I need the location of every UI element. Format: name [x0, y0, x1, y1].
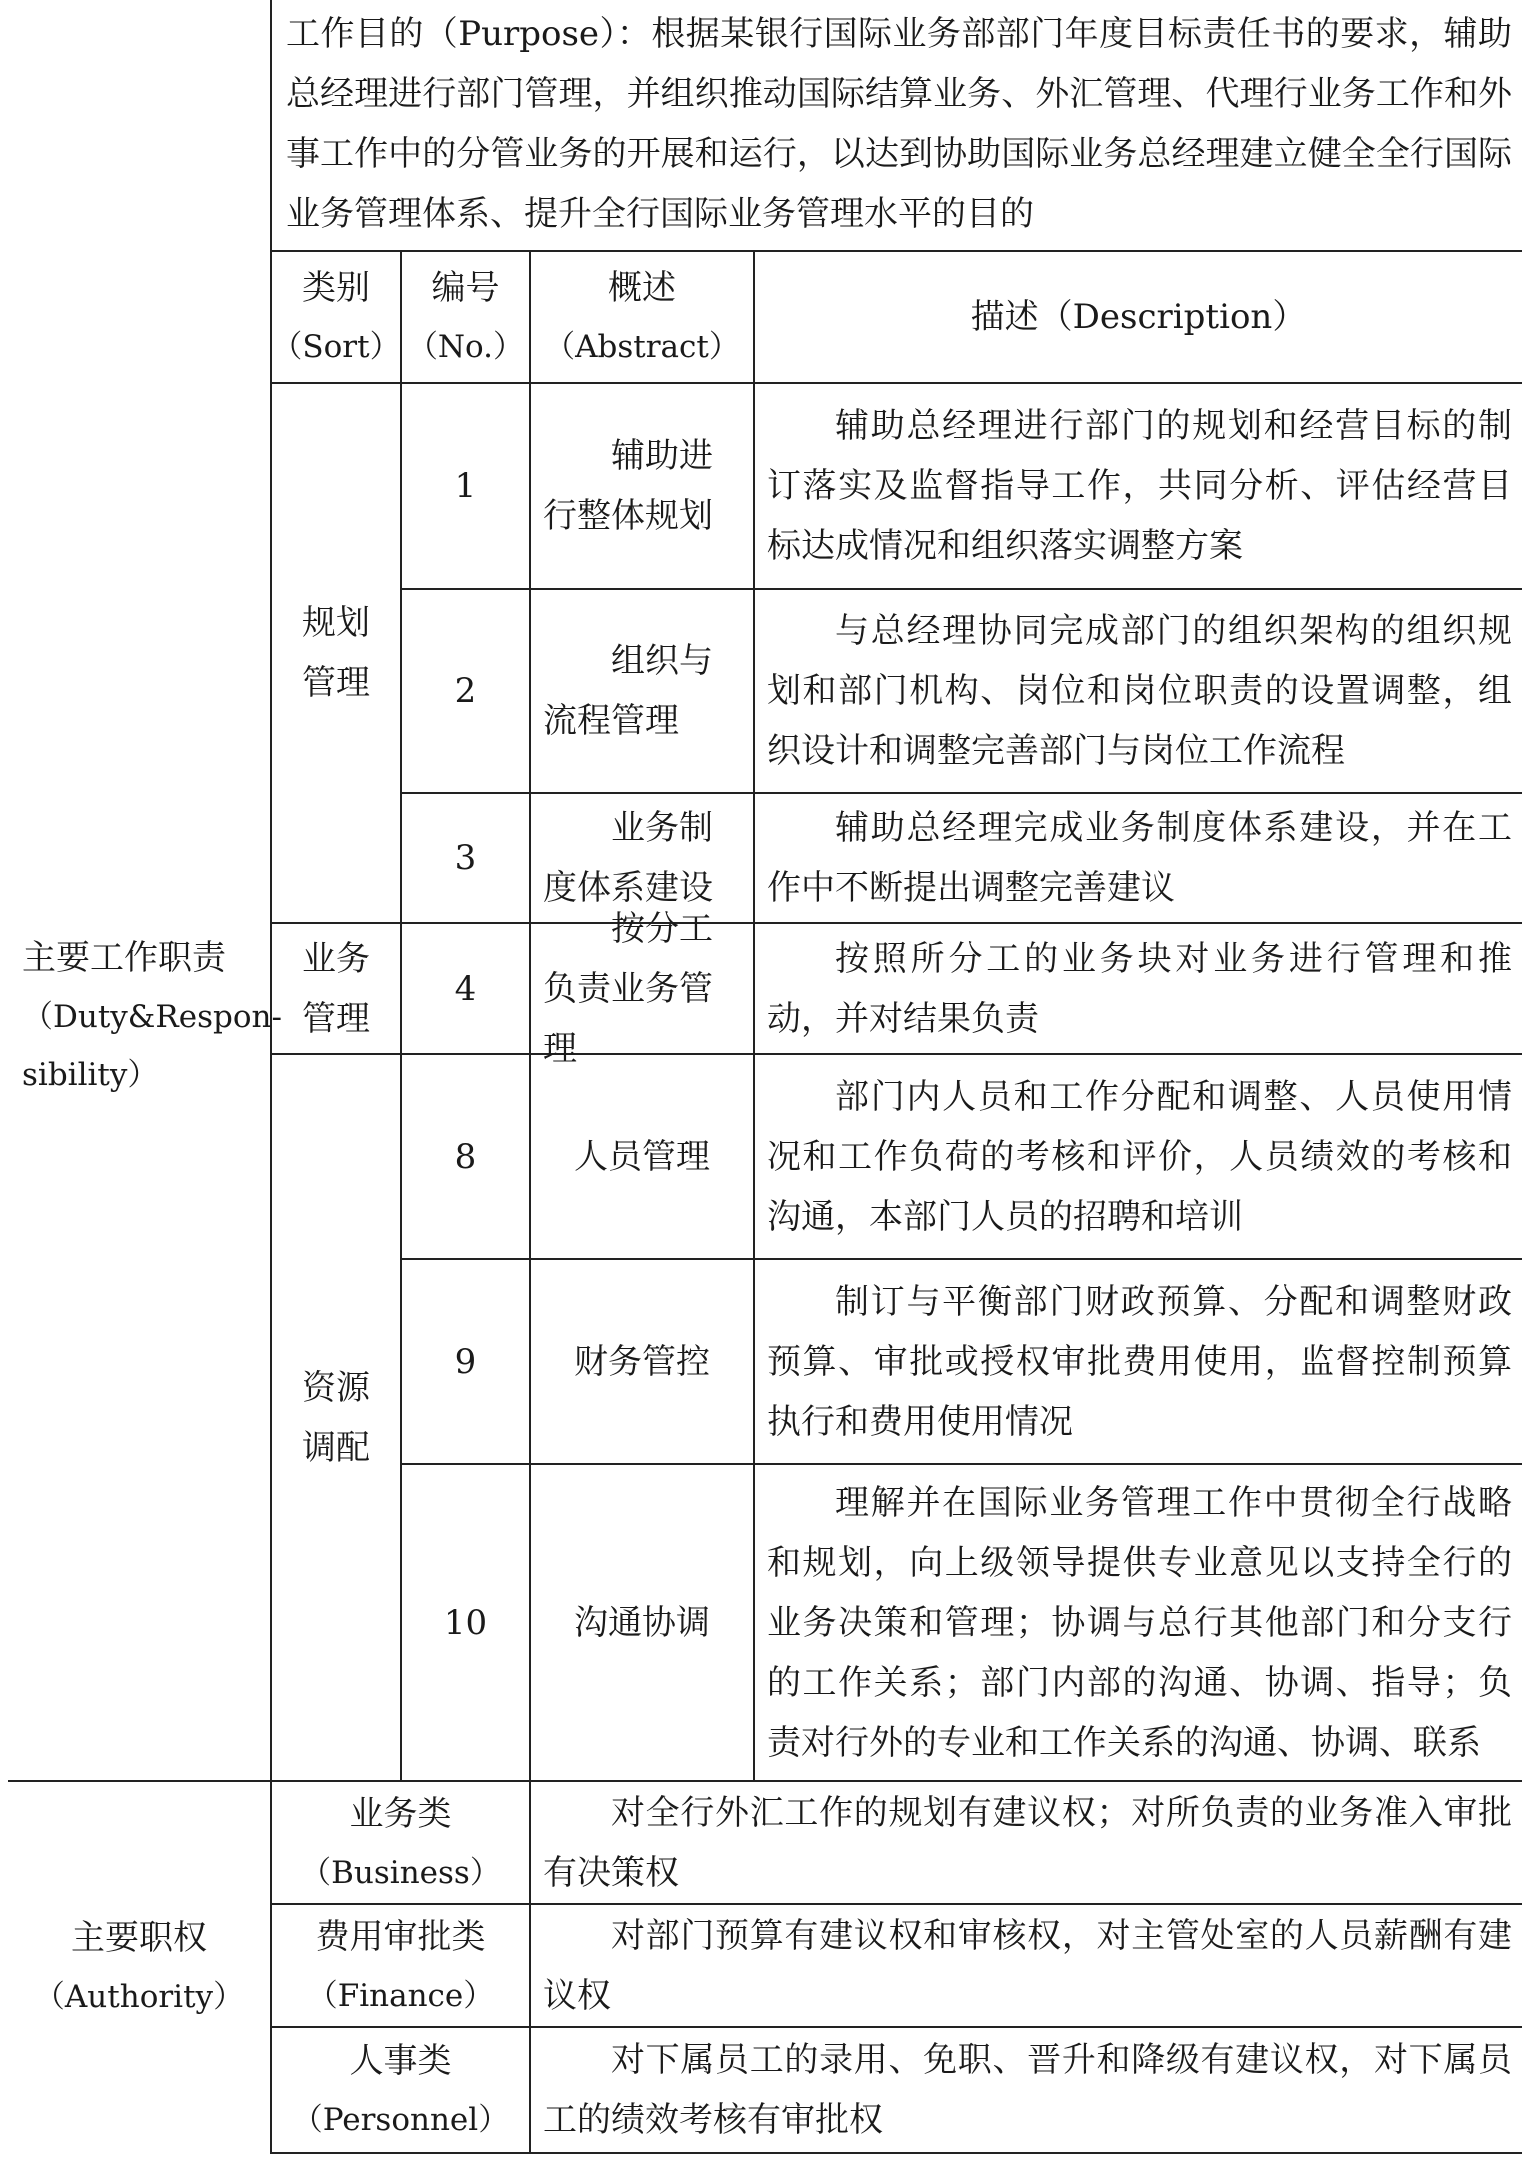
row-abstract-text: 辅助进行整体规划: [543, 436, 713, 536]
row-description: [755, 590, 1522, 792]
authority-type: [272, 1782, 529, 1903]
authority-label: 主要职权: [71, 1918, 207, 1958]
authority-description: [531, 1782, 1522, 1903]
authority-description: [531, 2028, 1522, 2152]
row-description: [755, 794, 1522, 922]
authority-type-label: 费用审批类: [315, 1916, 486, 1957]
authority-type: [272, 2028, 529, 2152]
row-abstract-text: 业务制度体系建设: [543, 808, 713, 908]
header-sort-en: （Sort）: [271, 329, 401, 365]
row-description: [755, 384, 1522, 588]
duty-label-en-1: （Duty&Respon-: [22, 999, 282, 1035]
authority-section-label: [8, 1782, 270, 2152]
row-abstract: [531, 590, 753, 792]
authority-description-text: 对下属员工的录用、免职、晋升和降级有建议权，对下属员工的绩效考核有审批权: [543, 2040, 1512, 2140]
authority-type-en: （Business）: [300, 1854, 501, 1891]
category-name: 业务管理: [302, 938, 370, 1039]
row-description: [755, 1260, 1522, 1463]
row-description-text: 与总经理协同完成部门的组织架构的组织规划和部门机构、岗位和岗位职责的设置调整，组织设计和调整完善部门与岗位工作流程: [767, 611, 1512, 771]
row-description: [755, 924, 1522, 1053]
header-abstract-label: 概述: [608, 268, 676, 308]
row-no: 4: [454, 968, 477, 1009]
row-abstract-text: 组织与流程管理: [543, 641, 713, 741]
row-no: 8: [454, 1136, 477, 1177]
authority-type: [272, 1905, 529, 2026]
header-no-en: （No.）: [406, 329, 525, 365]
header-description: [755, 252, 1522, 382]
row-no: 9: [454, 1341, 477, 1382]
header-no: [402, 252, 529, 382]
row-abstract-text: 沟通协调: [574, 1602, 710, 1643]
header-sort: [272, 252, 400, 382]
row-abstract: [531, 384, 753, 588]
header-no-label: 编号: [431, 268, 500, 308]
header-description-label: 描述（Description）: [970, 297, 1307, 337]
authority-type-label: 业务类: [349, 1793, 452, 1834]
row-abstract: [531, 1465, 753, 1780]
authority-description-text: 对全行外汇工作的规划有建议权；对所负责的业务准入审批有决策权: [543, 1792, 1512, 1893]
row-no: 10: [443, 1602, 488, 1643]
duty-label-en-2: sibility）: [22, 1057, 159, 1093]
row-no: 3: [454, 838, 477, 878]
category-resource: [272, 1055, 400, 1780]
header-abstract-en: （Abstract）: [544, 329, 740, 365]
row-description-text: 理解并在国际业务管理工作中贯彻全行战略和规划，向上级领导提供专业意见以支持全行的业务决策和管理；协调与总行其他部门和分支行的工作关系；部门内部的沟通、协调、指导；负责对行外的专业和工作关系的沟通、协调、联系: [767, 1482, 1512, 1763]
row-abstract-text: 财务管控: [574, 1341, 710, 1382]
header-abstract: [531, 252, 753, 382]
rule-auth3-bottom: [270, 2152, 1522, 2154]
duty-section-label: [8, 252, 282, 1780]
row-description-text: 辅助总经理进行部门的规划和经营目标的制订落实及监督指导工作，共同分析、评估经营目标达成情况和组织落实调整方案: [767, 406, 1512, 566]
row-abstract-text: 人员管理: [574, 1136, 710, 1177]
authority-type-label: 人事类: [349, 2041, 452, 2081]
row-abstract: [531, 1260, 753, 1463]
row-description-text: 辅助总经理完成业务制度体系建设，并在工作中不断提出调整完善建议: [767, 808, 1512, 908]
category-business: [272, 924, 400, 1053]
authority-type-en: （Personnel）: [291, 2102, 510, 2138]
header-sort-label: 类别: [302, 268, 370, 308]
duty-label: 主要工作职责: [22, 938, 226, 978]
category-name: 规划管理: [302, 603, 370, 703]
authority-type-en: （Finance）: [306, 1977, 495, 2014]
row-description: [755, 1465, 1522, 1780]
row-description: [755, 1055, 1522, 1258]
row-no: 2: [454, 671, 477, 711]
row-abstract-text: 按分工负责业务管理: [543, 908, 713, 1069]
category-planning: [272, 384, 400, 922]
authority-label-en: （Authority）: [33, 1979, 245, 2015]
row-abstract: [531, 908, 753, 1069]
row-abstract: [531, 1055, 753, 1258]
authority-description: [531, 1905, 1522, 2026]
purpose-text: 工作目的（Purpose）：根据某银行国际业务部部门年度目标责任书的要求，辅助总经理进行部门管理，并组织推动国际结算业务、外汇管理、代理行业务工作和外事工作中的分管业务的开展和运行，以达到协助国际业务总经理建立健全全行国际业务管理体系、提升全行国际业务管理水平的目的: [286, 14, 1512, 234]
row-no: 1: [454, 466, 477, 506]
row-description-text: 制订与平衡部门财政预算、分配和调整财政预算、审批或授权审批费用使用，监督控制预算执行和费用使用情况: [767, 1281, 1512, 1442]
authority-description-text: 对部门预算有建议权和审核权，对主管处室的人员薪酬有建议权: [543, 1915, 1512, 2016]
row-description-text: 按照所分工的业务块对业务进行管理和推动，并对结果负责: [767, 938, 1512, 1039]
category-name: 资源调配: [302, 1367, 370, 1468]
row-description-text: 部门内人员和工作分配和调整、人员使用情况和工作负荷的考核和评价，人员绩效的考核和沟通，本部门人员的招聘和培训: [767, 1076, 1512, 1237]
